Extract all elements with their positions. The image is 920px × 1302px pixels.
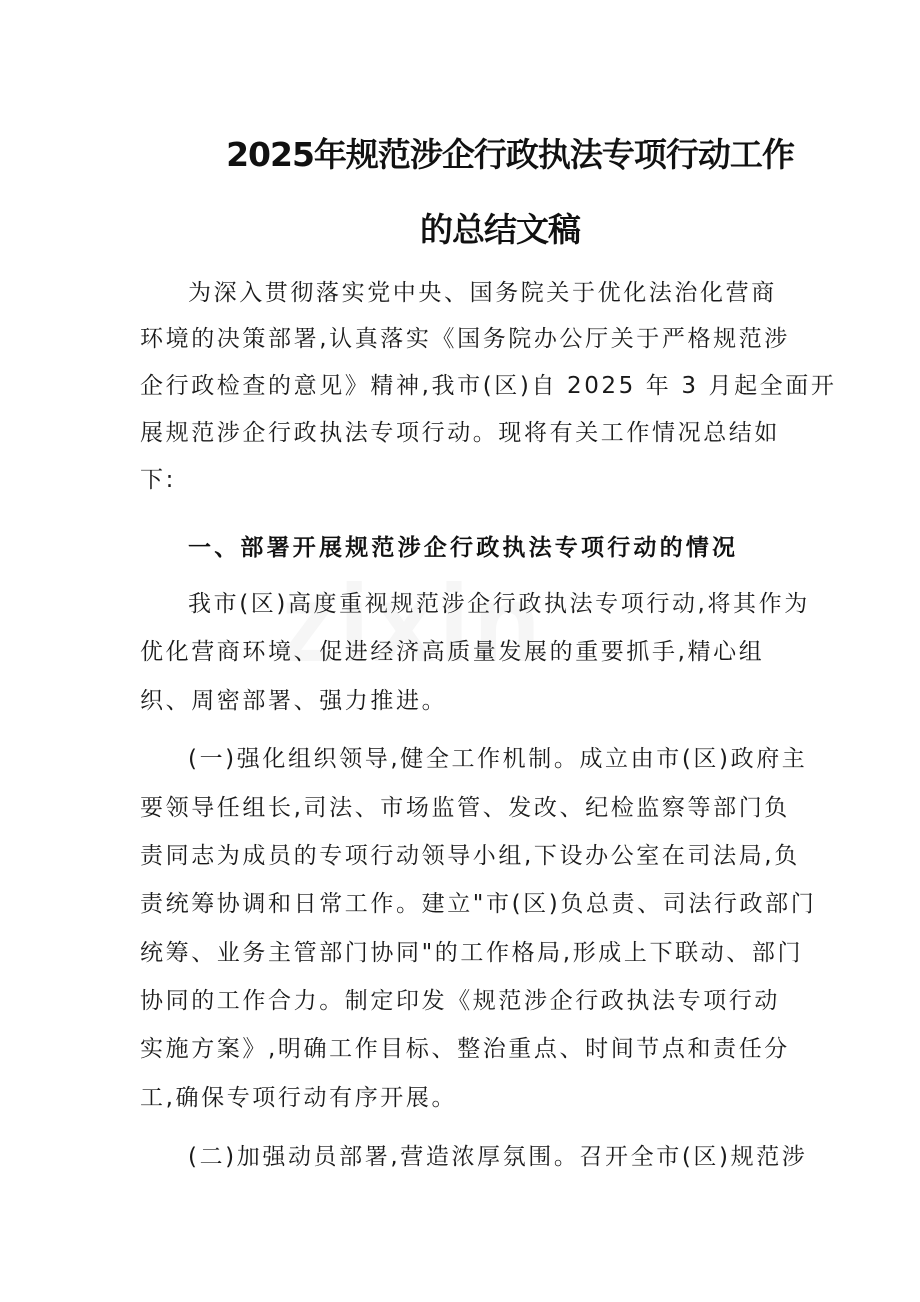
intro-line: 为深入贯彻落实党中央、国务院关于优化法治化营商 xyxy=(188,280,777,306)
sub1-line: 协同的工作合力。制定印发《规范涉企行政执法专项行动 xyxy=(140,988,780,1014)
sub1-line: (一)强化组织领导,健全工作机制。成立由市(区)政府主 xyxy=(188,746,808,772)
intro-line: 企行政检查的意见》精神,我市(区)自 2025 年 3 月起全面开 xyxy=(140,373,837,399)
sub1-line: 实施方案》,明确工作目标、整治重点、时间节点和责任分 xyxy=(140,1036,790,1062)
section1-line: 优化营商环境、促进经济高质量发展的重要抓手,精心组 xyxy=(140,639,765,665)
section1-line: 织、周密部署、强力推进。 xyxy=(140,688,448,714)
sub1-line: 责统筹协调和日常工作。建立"市(区)负总责、司法行政部门 xyxy=(140,891,817,917)
sub1-line: 统筹、业务主管部门协同"的工作格局,形成上下联动、部门 xyxy=(140,940,804,966)
sub1-line: 要领导任组长,司法、市场监管、发改、纪检监察等部门负 xyxy=(140,795,790,821)
sub1-line: 责同志为成员的专项行动领导小组,下设办公室在司法局,负 xyxy=(140,843,800,869)
section-heading-1: 一、部署开展规范涉企行政执法专项行动的情况 xyxy=(188,535,739,561)
document-title-line-2: 的总结文稿 xyxy=(420,210,580,249)
sub1-line: 工,确保专项行动有序开展。 xyxy=(140,1085,458,1111)
sub2-line: (二)加强动员部署,营造浓厚氛围。召开全市(区)规范涉 xyxy=(188,1144,808,1170)
intro-line: 环境的决策部署,认真落实《国务院办公厅关于严格规范涉 xyxy=(140,326,790,352)
watermark xyxy=(280,560,545,687)
document-title-line-1: 2025年规范涉企行政执法专项行动工作 xyxy=(226,135,794,174)
intro-line: 下: xyxy=(140,467,176,493)
intro-line: 展规范涉企行政执法专项行动。现将有关工作情况总结如 xyxy=(140,420,780,446)
section1-line: 我市(区)高度重视规范涉企行政执法专项行动,将其作为 xyxy=(188,591,810,617)
